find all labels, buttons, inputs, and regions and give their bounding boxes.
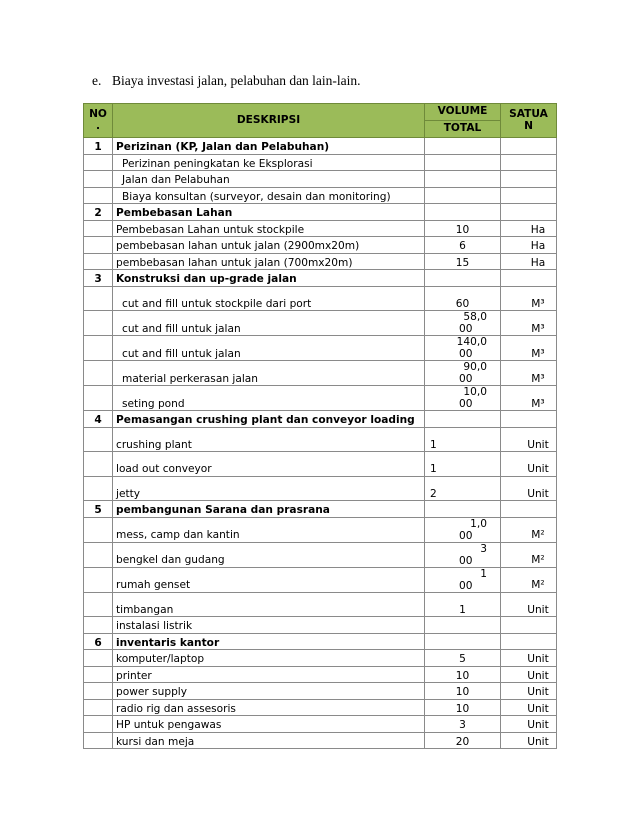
- table-row: radio rig dan assesoris 10 Unit: [84, 699, 557, 716]
- table-row: cut and fill untuk stockpile dari port 60 M³: [84, 286, 557, 311]
- table-row: 5 pembangunan Sarana dan prasrana: [84, 501, 557, 518]
- table-row: 6 inventaris kantor: [84, 633, 557, 650]
- table-row: load out conveyor 1 Unit: [84, 452, 557, 477]
- header-total: TOTAL: [425, 121, 501, 138]
- header-volume: VOLUME: [425, 104, 501, 121]
- table-row: Biaya konsultan (surveyor, desain dan monitoring): [84, 187, 557, 204]
- header-satuan: SATUA N: [501, 104, 557, 138]
- header-deskripsi: DESKRIPSI: [113, 104, 425, 138]
- table-row: jetty 2 Unit: [84, 476, 557, 501]
- table-row: 1 Perizinan (KP, Jalan dan Pelabuhan): [84, 138, 557, 155]
- table-row: instalasi listrik: [84, 617, 557, 634]
- table-row: cut and fill untuk jalan 140,0 00 M³: [84, 336, 557, 361]
- table-row: material perkerasan jalan 90,0 00 M³: [84, 361, 557, 386]
- caption-text: Biaya investasi jalan, pelabuhan dan lain-lain.: [112, 73, 361, 88]
- caption-marker: e.: [92, 73, 102, 88]
- table-row: Pembebasan Lahan untuk stockpile 10 Ha: [84, 220, 557, 237]
- table-row: crushing plant 1 Unit: [84, 427, 557, 452]
- table-row: 3 Konstruksi dan up-grade jalan: [84, 270, 557, 287]
- table-row: Jalan dan Pelabuhan: [84, 171, 557, 188]
- header-no: NO .: [84, 104, 113, 138]
- table-row: Perizinan peningkatan ke Eksplorasi: [84, 154, 557, 171]
- table-row: cut and fill untuk jalan 58,0 00 M³: [84, 311, 557, 336]
- investment-table: [83, 103, 557, 749]
- table-row: komputer/laptop 5 Unit: [84, 650, 557, 667]
- table-row: pembebasan lahan untuk jalan (2900mx20m) 6 Ha: [84, 237, 557, 254]
- table-row: HP untuk pengawas 3 Unit: [84, 716, 557, 733]
- table-row: mess, camp dan kantin 1,0 00 M²: [84, 517, 557, 542]
- table-row: printer 10 Unit: [84, 666, 557, 683]
- table-row: bengkel dan gudang 3 00 M²: [84, 542, 557, 567]
- table-row: timbangan 1 Unit: [84, 592, 557, 617]
- section-caption: [92, 73, 361, 89]
- table-row: pembebasan lahan untuk jalan (700mx20m) 15 Ha: [84, 253, 557, 270]
- table-row: power supply 10 Unit: [84, 683, 557, 700]
- table-row: rumah genset 1 00 M²: [84, 567, 557, 592]
- table-row: 2 Pembebasan Lahan: [84, 204, 557, 221]
- table-row: kursi dan meja 20 Unit: [84, 732, 557, 749]
- table-row: seting pond 10,0 00 M³: [84, 386, 557, 411]
- table-row: 4 Pemasangan crushing plant dan conveyor loading: [84, 411, 557, 428]
